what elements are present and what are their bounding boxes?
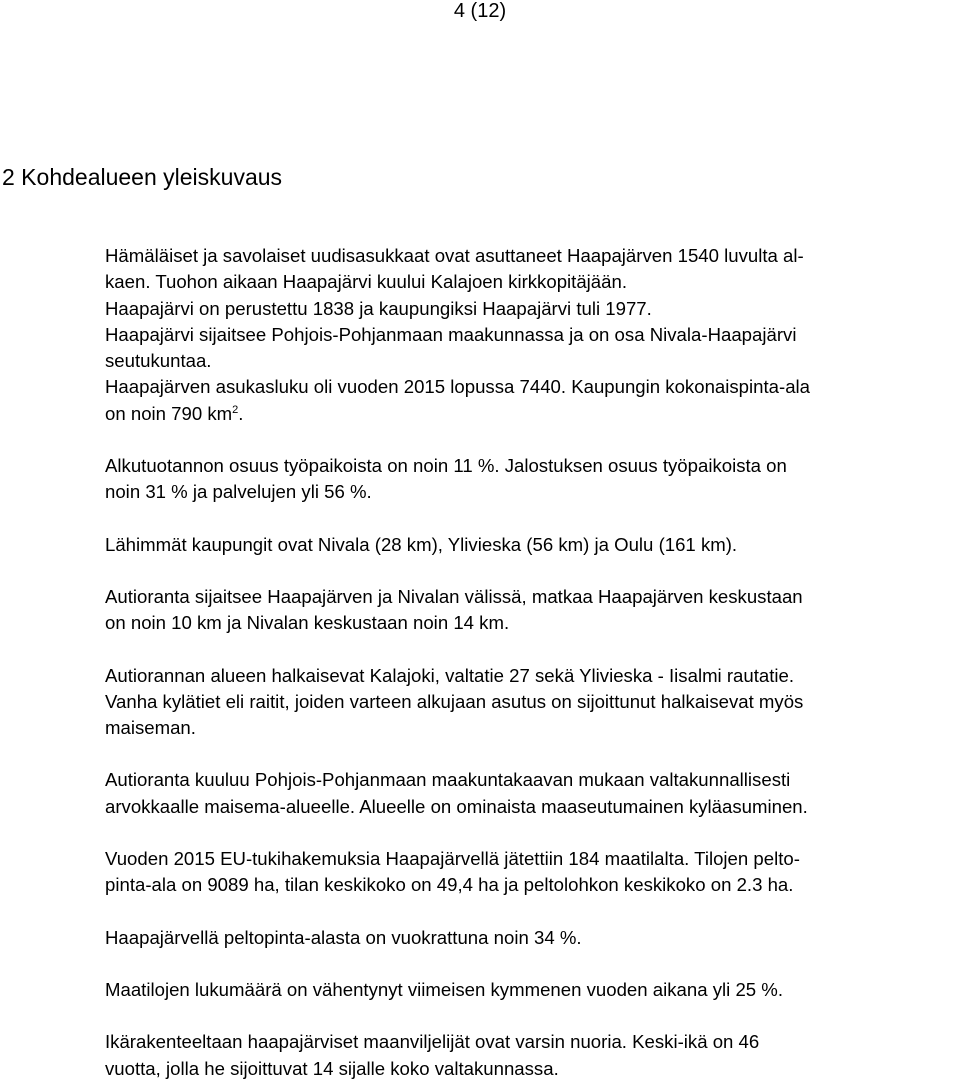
- paragraph-transport: [105, 663, 950, 742]
- paragraph-employment: [105, 453, 950, 506]
- paragraph-location: [105, 584, 950, 637]
- text-line: vuotta, jolla he sijoittuvat 14 sijalle koko valtakunnassa.: [105, 1057, 559, 1079]
- text-line: on noin 10 km ja Nivalan keskustaan noin 14 km.: [105, 612, 510, 634]
- text-line: Haapajärven asukasluku oli vuoden 2015 lopussa 7440. Kaupungin kokonaispinta-ala: [105, 376, 811, 398]
- text-line: Maatilojen lukumäärä on vähentynyt viimeisen kymmenen vuoden aikana yli 25 %.: [105, 978, 783, 1000]
- text-line: pinta-ala on 9089 ha, tilan keskikoko on 49,4 ha ja peltolohkon keskikoko on 2.3 ha.: [105, 874, 794, 896]
- text-line: maiseman.: [105, 717, 196, 739]
- paragraph-history: [105, 243, 950, 427]
- text-line: seutukuntaa.: [105, 350, 212, 372]
- paragraph-nearby-cities: [105, 532, 950, 558]
- paragraph-farms: [105, 846, 950, 899]
- paragraph-farm-count: [105, 977, 950, 1003]
- text-line: Alkutuotannon osuus työpaikoista on noin 11 %. Jalostuksen osuus työpaikoista on: [105, 455, 787, 477]
- line-end: .: [238, 402, 244, 424]
- text-line: Haapajärvellä peltopinta-alasta on vuokrattuna noin 34 %.: [105, 926, 582, 948]
- text-line: Haapajärvi sijaitsee Pohjois-Pohjanmaan maakunnassa ja on osa Nivala-Haapajärvi: [105, 323, 797, 345]
- paragraph-landscape: [105, 767, 950, 820]
- area-text: on noin 790 km: [105, 402, 233, 424]
- text-line: Autioranta sijaitsee Haapajärven ja Nivalan välissä, matkaa Haapajärven keskustaan: [105, 585, 803, 607]
- text-line: Vanha kylätiet eli raitit, joiden varteen alkujaan asutus on sijoittunut halkaisevat myös: [105, 690, 804, 712]
- text-line: noin 31 % ja palvelujen yli 56 %.: [105, 481, 372, 503]
- text-line: Autioranta kuuluu Pohjois-Pohjanmaan maakuntakaavan mukaan valtakunnallisesti: [105, 769, 791, 791]
- text-line: kaen. Tuohon aikaan Haapajärvi kuului Kalajoen kirkkopitäjään.: [105, 271, 627, 293]
- text-line: Ikärakenteeltaan haapajärviset maanviljelijät ovat varsin nuoria. Keski-ikä on 46: [105, 1031, 760, 1053]
- text-line: [105, 401, 950, 427]
- text-line: Autiorannan alueen halkaisevat Kalajoki, valtatie 27 sekä Ylivieska - Iisalmi rautatie.: [105, 664, 795, 686]
- text-line: Lähimmät kaupungit ovat Nivala (28 km), Ylivieska (56 km) ja Oulu (161 km).: [105, 533, 738, 555]
- page-number: 4 (12): [453, 0, 507, 22]
- document-body: [105, 243, 950, 1082]
- text-line: arvokkaalle maisema-alueelle. Alueelle on ominaista maaseutumainen kyläasuminen.: [105, 795, 808, 817]
- text-line: Vuoden 2015 EU-tukihakemuksia Haapajärvellä jätettiin 184 maatilalta. Tilojen pelto-: [105, 848, 800, 870]
- superscript: 2: [232, 403, 239, 416]
- section-heading: 2 Kohdealueen yleiskuvaus: [2, 164, 283, 190]
- text-line: Haapajärvi on perustettu 1838 ja kaupungiksi Haapajärvi tuli 1977.: [105, 297, 652, 319]
- text-line: Hämäläiset ja savolaiset uudisasukkaat ovat asuttaneet Haapajärven 1540 luvulta al-: [105, 245, 804, 266]
- paragraph-rented-fields: [105, 925, 950, 951]
